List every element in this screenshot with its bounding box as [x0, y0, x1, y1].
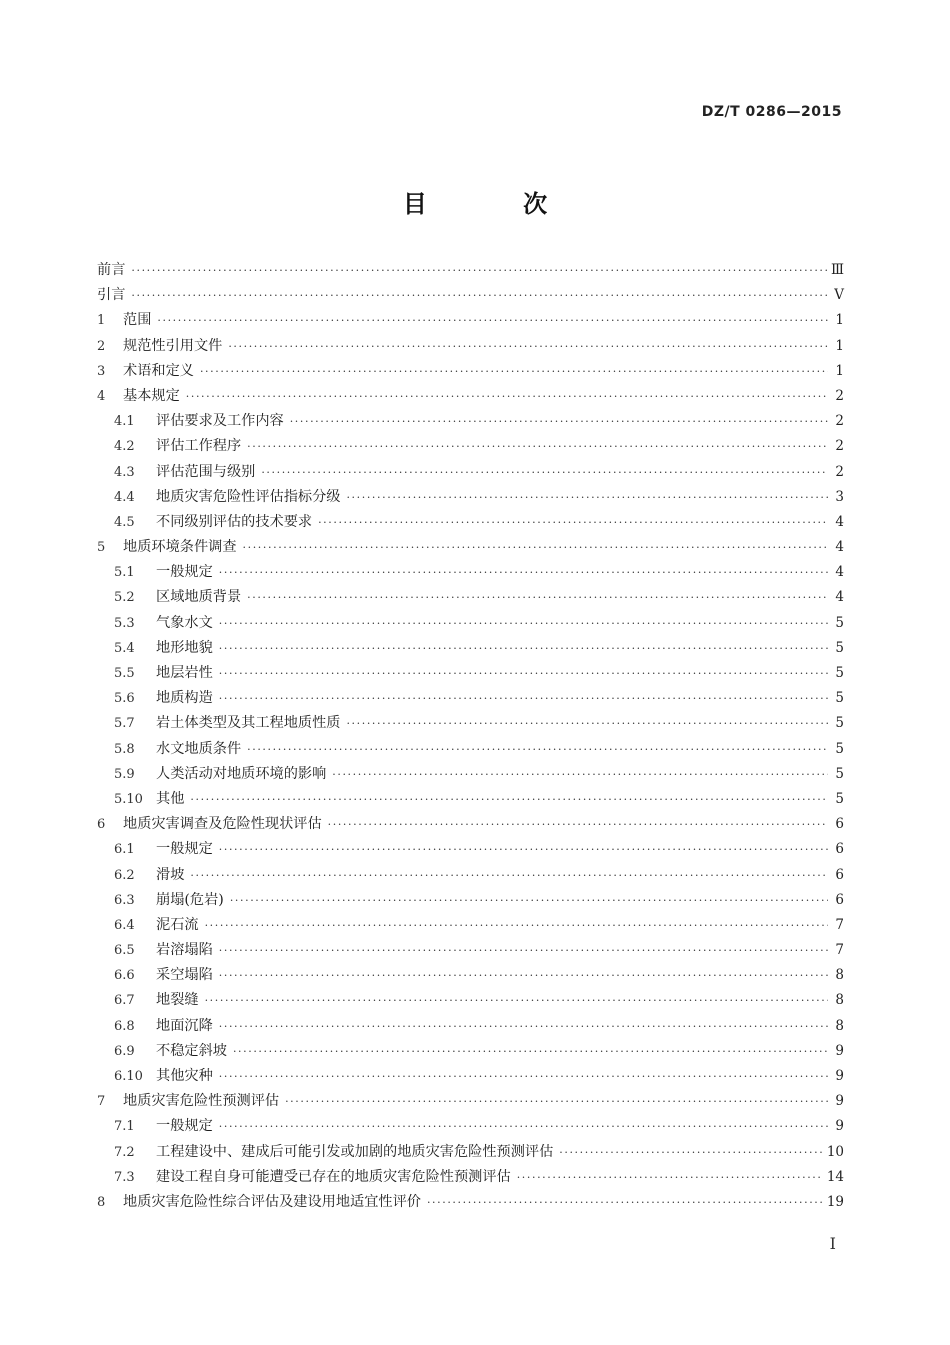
toc-entry-label: 地质构造: [156, 690, 213, 707]
toc-entry-label: 一般规定: [156, 1118, 213, 1135]
toc-entry[interactable]: [97, 914, 844, 939]
toc-entry-page: 5: [835, 614, 844, 631]
toc-entry-label: 基本规定: [123, 387, 180, 404]
toc-dot-leader: [233, 1045, 828, 1058]
toc-entry-number: 7.2: [114, 1144, 135, 1160]
toc-entry[interactable]: [97, 1166, 844, 1191]
toc-entry-page: 5: [835, 665, 844, 681]
toc-entry-label: 地层岩性: [156, 665, 213, 681]
toc-entry[interactable]: [97, 1141, 844, 1166]
toc-entry[interactable]: [97, 813, 844, 838]
toc-entry-number: 5.10: [114, 791, 143, 807]
toc-entry-page: 6: [835, 841, 844, 858]
toc-entry-page: 8: [835, 967, 844, 984]
toc-dot-leader: [346, 491, 828, 504]
toc-entry-label: 引言: [97, 287, 126, 304]
toc-entry-page: 9: [835, 1068, 844, 1084]
toc-entry-page: 1: [835, 362, 844, 379]
toc-entry-number: 1: [97, 313, 106, 329]
toc-dot-leader: [243, 541, 828, 554]
toc-entry-page: 4: [835, 589, 844, 606]
toc-entry-number: 5.7: [114, 716, 135, 732]
toc-entry[interactable]: [97, 964, 844, 989]
toc-entry[interactable]: [97, 335, 844, 360]
toc-dot-leader: [328, 818, 828, 831]
toc-entry-number: 6.2: [114, 867, 135, 883]
toc-dot-leader: [200, 365, 828, 378]
toc-dot-leader: [219, 1120, 828, 1133]
toc-entry-label: 前言: [97, 262, 126, 278]
toc-entry-page: 5: [835, 715, 844, 732]
toc-entry-number: 5.9: [114, 766, 135, 782]
toc-entry[interactable]: [97, 612, 844, 637]
toc-entry[interactable]: [97, 1115, 844, 1140]
toc-entry-label: 地裂缝: [156, 992, 199, 1009]
toc-entry-number: 7: [97, 1094, 106, 1110]
toc-entry[interactable]: [97, 1040, 844, 1065]
toc-entry-page: 4: [835, 564, 844, 581]
toc-entry-page: 9: [835, 1118, 844, 1135]
toc-dot-leader: [219, 944, 828, 957]
toc-entry[interactable]: [97, 536, 844, 561]
toc-entry-number: 5.1: [114, 565, 135, 581]
toc-dot-leader: [559, 1146, 823, 1159]
toc-dot-leader: [219, 843, 828, 856]
toc-entry-number: 4.1: [114, 414, 135, 430]
toc-dot-leader: [427, 1196, 823, 1209]
toc-entry-page: 14: [826, 1168, 844, 1185]
toc-entry-number: 5: [97, 540, 106, 556]
toc-entry-number: 4.2: [114, 439, 135, 455]
toc-entry-number: 5.3: [114, 615, 135, 631]
toc-entry-label: 其他灾种: [156, 1068, 213, 1084]
toc-entry-number: 4.4: [114, 489, 135, 505]
toc-entry[interactable]: [97, 989, 844, 1014]
toc-entry-label: 采空塌陷: [156, 967, 213, 984]
toc-entry[interactable]: [97, 687, 844, 712]
toc-entry-number: 5.6: [114, 691, 135, 707]
toc-entry-number: 6.1: [114, 842, 135, 858]
toc-entry-number: 6.3: [114, 892, 135, 908]
toc-entry-label: 规范性引用文件: [123, 337, 223, 354]
toc-dot-leader: [261, 466, 828, 479]
toc-entry-page: 8: [835, 1017, 844, 1034]
toc-dot-leader: [219, 1070, 828, 1083]
toc-entry[interactable]: [97, 662, 844, 687]
toc-entry[interactable]: [97, 864, 844, 889]
toc-entry-number: 8: [97, 1194, 106, 1210]
toc-entry-number: 5.2: [114, 590, 135, 606]
toc-entry-page: Ⅲ: [830, 262, 844, 278]
toc-entry[interactable]: [97, 259, 844, 284]
toc-dot-leader: [346, 717, 828, 730]
toc-entry-label: 区域地质背景: [156, 589, 242, 606]
toc-dot-leader: [219, 1020, 828, 1033]
toc-entry-page: 5: [835, 765, 844, 782]
toc-entry-label: 地质灾害危险性评估指标分级: [156, 488, 341, 505]
toc-entry-page: 9: [835, 1093, 844, 1110]
toc-entry-label: 一般规定: [156, 841, 213, 858]
toc-dot-leader: [190, 869, 828, 882]
toc-entry-label: 评估要求及工作内容: [156, 413, 284, 430]
toc-dot-leader: [190, 793, 828, 806]
toc-dot-leader: [205, 919, 828, 932]
toc-entry-number: 6.8: [114, 1018, 135, 1034]
toc-entry[interactable]: [97, 1065, 844, 1090]
toc-entry[interactable]: [97, 410, 844, 435]
toc-entry-page: 19: [826, 1193, 844, 1210]
toc-entry-label: 一般规定: [156, 564, 213, 581]
toc-entry-label: 滑坡: [156, 866, 185, 883]
toc-dot-leader: [219, 617, 828, 630]
toc-entry-number: 4.5: [114, 514, 135, 530]
toc-dot-leader: [219, 692, 828, 705]
toc-entry-label: 气象水文: [156, 614, 213, 631]
toc-dot-leader: [517, 1171, 823, 1184]
toc-entry-page: 6: [835, 866, 844, 883]
toc-entry-number: 5.8: [114, 741, 135, 757]
toc-entry[interactable]: [97, 284, 844, 309]
toc-entry[interactable]: [97, 838, 844, 863]
toc-entry[interactable]: [97, 738, 844, 763]
toc-entry-label: 地质灾害危险性预测评估: [123, 1093, 280, 1110]
toc-entry-number: 4.3: [114, 464, 135, 480]
toc-entry-page: 6: [835, 816, 844, 833]
page-title: 目 次: [402, 190, 592, 218]
toc-entry-label: 水文地质条件: [156, 740, 242, 757]
toc-entry-label: 崩塌(危岩): [156, 891, 224, 908]
toc-entry[interactable]: [97, 939, 844, 964]
toc-entry[interactable]: [97, 889, 844, 914]
toc-entry-number: 6.9: [114, 1043, 135, 1059]
toc-entry-label: 岩溶塌陷: [156, 942, 213, 959]
toc-entry-number: 7.1: [114, 1119, 135, 1135]
toc-entry-number: 6.10: [114, 1069, 143, 1084]
toc-entry-page: 10: [826, 1143, 844, 1160]
toc-entry[interactable]: [97, 360, 844, 385]
toc-entry[interactable]: [97, 1015, 844, 1040]
toc-entry-label: 泥石流: [156, 916, 199, 933]
toc-dot-leader: [205, 994, 828, 1007]
toc-entry[interactable]: [97, 309, 844, 334]
toc-dot-leader: [318, 516, 828, 529]
toc-entry-label: 范围: [123, 312, 152, 329]
toc-entry-page: 7: [835, 942, 844, 959]
toc-dot-leader: [219, 642, 828, 655]
toc-entry[interactable]: [97, 435, 844, 460]
toc-entry-page: 9: [835, 1042, 844, 1059]
toc-entry-label: 评估范围与级别: [156, 463, 256, 480]
toc-entry-label: 人类活动对地质环境的影响: [156, 765, 327, 782]
toc-entry[interactable]: [97, 461, 844, 486]
toc-dot-leader: [219, 969, 828, 982]
toc-entry-label: 建设工程自身可能遭受已存在的地质灾害危险性预测评估: [156, 1168, 511, 1185]
toc-entry-label: 不稳定斜坡: [156, 1042, 227, 1059]
toc-entry-number: 5.5: [114, 666, 135, 681]
toc-entry-page: 6: [835, 891, 844, 908]
toc-dot-leader: [247, 743, 828, 756]
toc-dot-leader: [131, 264, 827, 277]
toc-entry-number: 6.6: [114, 968, 135, 984]
toc-entry-page: 5: [835, 740, 844, 757]
toc-dot-leader: [219, 667, 828, 680]
toc-entry[interactable]: [97, 1191, 844, 1216]
toc-entry[interactable]: [97, 385, 844, 410]
toc-entry-number: 6: [97, 817, 106, 833]
page-number: Ⅰ: [829, 1234, 836, 1253]
table-of-contents: [97, 259, 844, 1216]
toc-entry-label: 评估工作程序: [156, 438, 242, 455]
toc-entry-page: 4: [835, 513, 844, 530]
toc-dot-leader: [230, 894, 828, 907]
toc-entry-number: 2: [97, 338, 106, 354]
toc-entry-page: 1: [835, 337, 844, 354]
standard-code: DZ/T 0286—2015: [701, 104, 842, 120]
toc-entry[interactable]: [97, 763, 844, 788]
toc-entry-page: 2: [835, 413, 844, 430]
toc-entry[interactable]: [97, 637, 844, 662]
toc-entry-page: 1: [835, 312, 844, 329]
toc-entry[interactable]: [97, 586, 844, 611]
toc-dot-leader: [157, 314, 828, 327]
toc-entry-label: 地质环境条件调查: [123, 539, 237, 556]
toc-entry-page: 4: [835, 539, 844, 556]
toc-dot-leader: [247, 440, 828, 453]
toc-entry[interactable]: [97, 561, 844, 586]
toc-entry-number: 7.3: [114, 1169, 135, 1185]
toc-entry-number: 3: [97, 363, 106, 379]
toc-entry-page: 8: [835, 992, 844, 1009]
toc-dot-leader: [219, 566, 828, 579]
toc-entry-page: 3: [835, 488, 844, 505]
toc-entry-page: 7: [835, 916, 844, 933]
toc-entry-label: 术语和定义: [123, 362, 194, 379]
toc-entry-label: 地质灾害危险性综合评估及建设用地适宜性评价: [123, 1193, 421, 1210]
toc-dot-leader: [247, 591, 828, 604]
toc-entry-page: 5: [835, 790, 844, 807]
toc-entry-label: 不同级别评估的技术要求: [156, 513, 313, 530]
toc-entry-page: 5: [835, 639, 844, 656]
toc-entry[interactable]: [97, 788, 844, 813]
toc-entry-label: 岩土体类型及其工程地质性质: [156, 715, 341, 732]
toc-entry-page: 2: [835, 438, 844, 455]
toc-entry-label: 地形地貌: [156, 639, 213, 656]
toc-entry[interactable]: [97, 712, 844, 737]
toc-entry-label: 工程建设中、建成后可能引发或加剧的地质灾害危险性预测评估: [156, 1143, 554, 1160]
toc-entry-number: 4: [97, 388, 106, 404]
toc-entry[interactable]: [97, 486, 844, 511]
toc-entry-number: 6.4: [114, 917, 135, 933]
toc-entry-page: 5: [835, 690, 844, 707]
toc-dot-leader: [131, 289, 828, 302]
toc-entry[interactable]: [97, 1090, 844, 1115]
toc-dot-leader: [186, 390, 828, 403]
toc-entry-label: 地质灾害调查及危险性现状评估: [123, 816, 322, 833]
toc-entry-number: 6.5: [114, 943, 135, 959]
toc-entry-page: Ⅴ: [834, 287, 844, 304]
toc-dot-leader: [285, 1095, 828, 1108]
toc-entry-label: 其他: [156, 790, 185, 807]
toc-entry[interactable]: [97, 511, 844, 536]
toc-dot-leader: [290, 415, 828, 428]
toc-entry-number: 6.7: [114, 993, 135, 1009]
toc-dot-leader: [228, 340, 828, 353]
toc-entry-page: 2: [835, 463, 844, 480]
toc-entry-page: 2: [835, 387, 844, 404]
toc-dot-leader: [332, 768, 828, 781]
toc-entry-number: 5.4: [114, 640, 135, 656]
toc-entry-label: 地面沉降: [156, 1017, 213, 1034]
